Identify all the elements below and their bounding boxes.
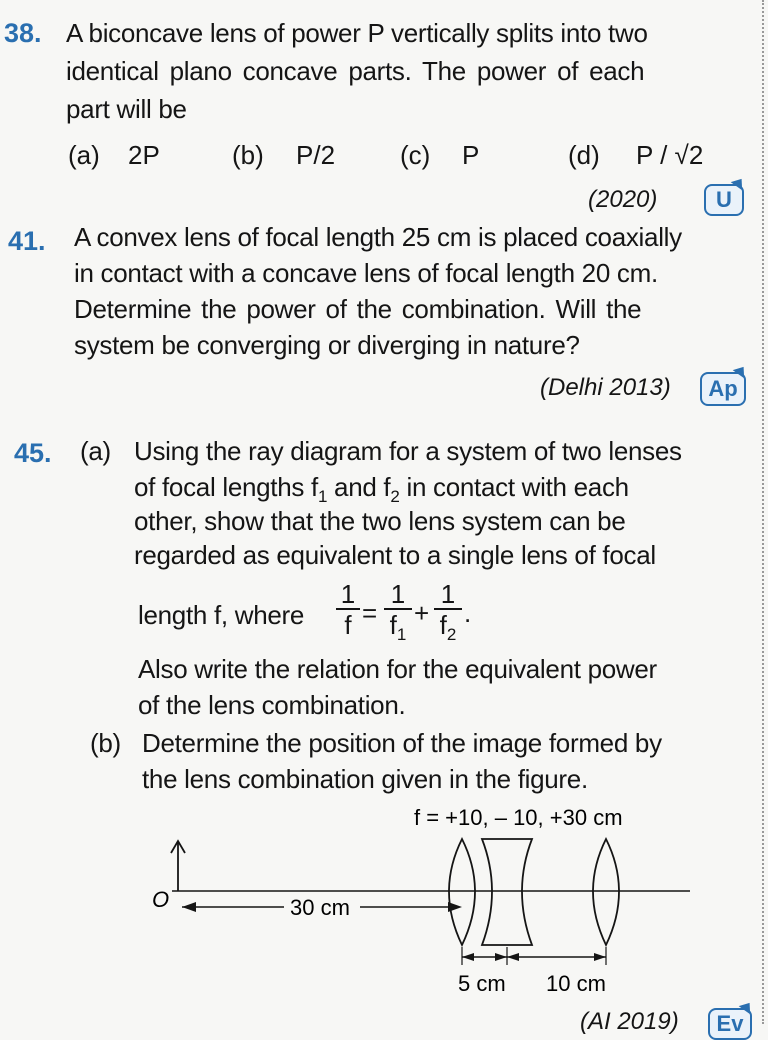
question-text-line: length f, where [138, 600, 305, 630]
source-year: (AI 2019) [580, 1008, 679, 1035]
question-text-line: of the lens combination. [138, 690, 406, 720]
option-label: (a) [68, 140, 100, 170]
option-value: P/2 [296, 140, 336, 170]
source-year: (2020) [588, 186, 658, 213]
dimension-arrowhead-left [182, 902, 196, 912]
source-year: (Delhi 2013) [540, 374, 671, 401]
question-number: 41. [8, 226, 46, 256]
object-label: O [152, 887, 170, 912]
convex-lens-1 [449, 839, 475, 945]
option-value: P [462, 140, 480, 170]
gap-label-2: 10 cm [546, 971, 606, 996]
question-text-line: Determine the power of the combination. Will the [74, 294, 642, 324]
question-text-line: A biconcave lens of power P vertically splits into two [66, 18, 648, 48]
question-number: 38. [4, 18, 42, 48]
option-label: (d) [568, 140, 600, 170]
question-text-line: A convex lens of focal length 25 cm is placed coaxially [74, 222, 682, 252]
question-text-line: Using the ray diagram for a system of two lenses [134, 436, 682, 466]
lens-combination-figure [0, 795, 768, 1024]
question-text-line: system be converging or diverging in nature? [74, 330, 580, 360]
question-text-line: other, show that the two lens system can be [134, 506, 626, 536]
question-number: 45. [14, 438, 52, 468]
question-text-line: the lens combination given in the figure. [142, 764, 588, 794]
question-text-line: in contact with a concave lens of focal length 20 cm. [74, 258, 658, 288]
difficulty-badge: U [704, 184, 744, 216]
question-text-line: part will be [66, 94, 187, 124]
option-value: P / √2 [636, 140, 704, 170]
question-text-line: of focal lengths $f_1$ and $f_2$ in contact with each [134, 472, 629, 506]
difficulty-badge: Ap [700, 372, 746, 406]
question-text-line: regarded as equivalent to a single lens of focal [134, 540, 656, 570]
part-label: (a) [80, 436, 111, 466]
gap-label-1: 5 cm [458, 971, 506, 996]
question-text-line: Also write the relation for the equivalent power [138, 654, 657, 684]
question-text-line: Determine the position of the image formed by [142, 728, 662, 758]
option-label: (c) [400, 140, 431, 170]
option-value: 2P [128, 140, 160, 170]
concave-lens [482, 839, 532, 945]
question-text-line: identical plano concave parts. The power of each [66, 56, 645, 86]
difficulty-badge: Ev [708, 1008, 752, 1040]
convex-lens-2 [593, 839, 619, 945]
option-label: (b) [232, 140, 264, 170]
part-label: (b) [90, 728, 121, 758]
object-distance-label: 30 cm [290, 895, 350, 920]
focal-lengths-label: f = +10, – 10, +30 cm [414, 805, 623, 830]
